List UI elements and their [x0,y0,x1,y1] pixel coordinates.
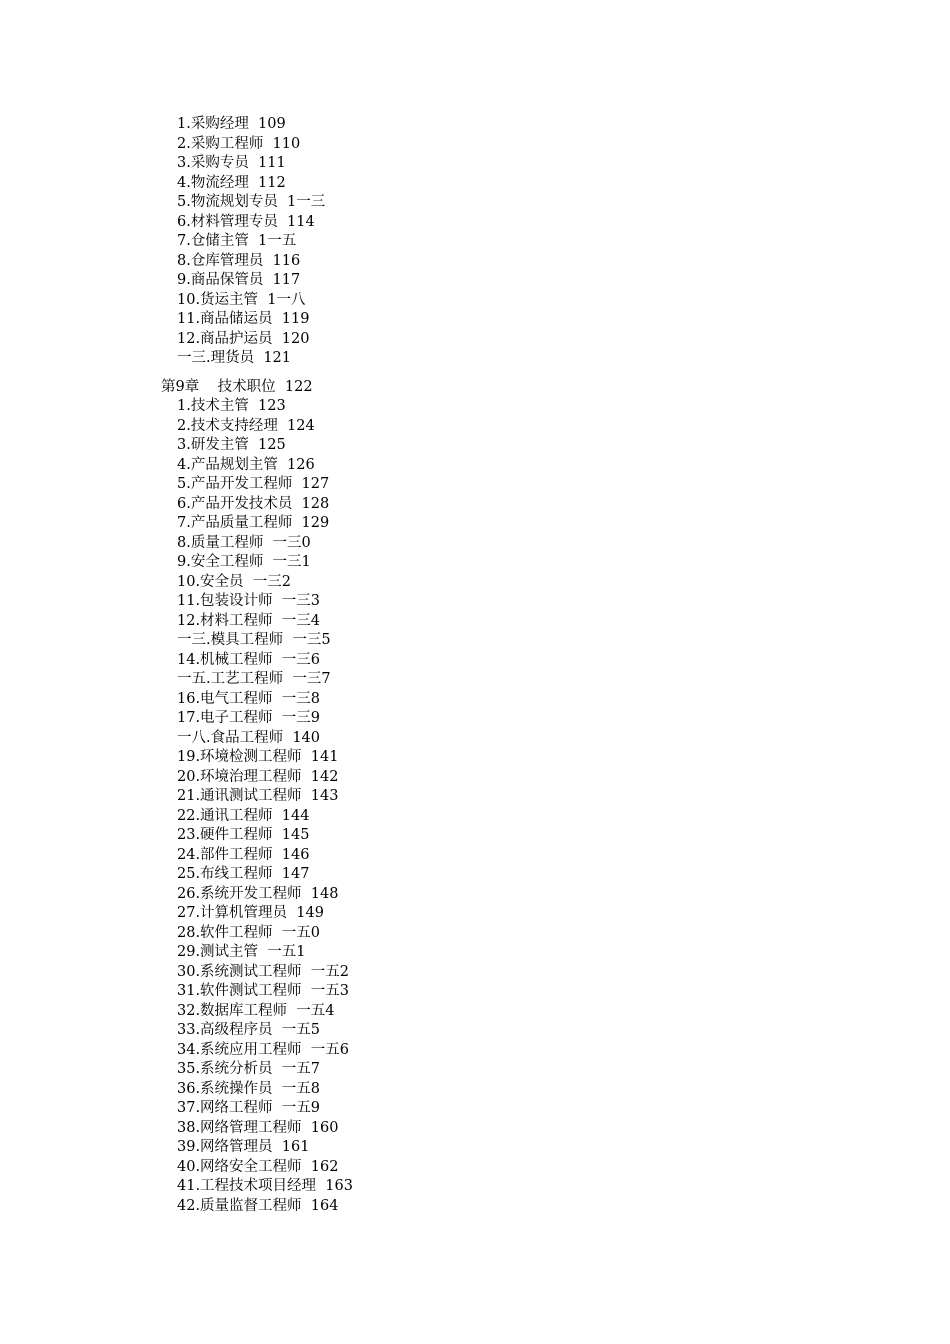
toc-entry: 7.产品质量工程师 129 [177,515,330,531]
toc-entry: 11.商品储运员 119 [177,311,310,327]
toc-entry: 20.环境治理工程师 142 [177,768,339,785]
toc-entry: 31.软件测试工程师 一五3 [177,983,350,999]
toc-entry: 36.系统操作员 一五8 [177,1080,321,1097]
table-of-contents [161,115,761,1216]
toc-entry: 7.仓储主管 1一五 [177,233,297,249]
toc-entry: 3.研发主管 125 [177,437,286,453]
toc-entry: 10.货运主管 1一八 [177,291,306,308]
toc-entry: 9.商品保管员 117 [177,272,301,288]
toc-entry: 8.质量工程师 一三0 [177,534,311,551]
toc-entry: 10.安全员 一三2 [177,573,292,590]
toc-entry: 8.仓库管理员 116 [177,252,301,269]
toc-entry: 16.电气工程师 一三8 [177,690,321,707]
toc-entry: 11.包装设计师 一三3 [177,593,321,609]
toc-entry: 一八.食品工程师 140 [177,729,321,746]
toc-section-procurement-logistics [161,115,761,369]
toc-entry: 4.产品规划主管 126 [177,456,315,473]
toc-entry: 32.数据库工程师 一五4 [177,1002,335,1019]
toc-section-technical-positions [161,397,761,1216]
toc-entry: 5.产品开发工程师 127 [177,476,330,492]
toc-entry: 17.电子工程师 一三9 [177,710,321,726]
toc-entry: 1.采购经理 109 [177,116,286,132]
toc-entry: 38.网络管理工程师 160 [177,1119,339,1136]
toc-entry: 30.系统测试工程师 一五2 [177,963,350,980]
toc-entry: 39.网络管理员 161 [177,1139,310,1155]
toc-entry: 37.网络工程师 一五9 [177,1100,321,1116]
toc-entry: 25.布线工程师 147 [177,866,310,882]
toc-entry: 24.部件工程师 146 [177,846,310,863]
toc-entry: 40.网络安全工程师 162 [177,1158,339,1175]
toc-entry: 4.物流经理 112 [177,174,286,191]
toc-entry: 6.材料管理专员 114 [177,213,315,230]
toc-entry: 22.通讯工程师 144 [177,807,310,824]
toc-entry: 2.采购工程师 110 [177,135,301,152]
toc-entry: 一三.理货员 121 [177,350,292,366]
chapter-heading: 第9章 技术职位 122 [161,378,313,395]
toc-entry: 9.安全工程师 一三1 [177,554,311,570]
toc-entry: 23.硬件工程师 145 [177,827,310,843]
toc-entry: 19.环境检测工程师 141 [177,749,339,765]
toc-entry: 29.测试主管 一五1 [177,944,306,960]
toc-entry: 27.计算机管理员 149 [177,905,324,921]
toc-entry: 3.采购专员 111 [177,155,286,171]
toc-entry: 28.软件工程师 一五0 [177,924,321,941]
toc-entry: 42.质量监督工程师 164 [177,1197,339,1214]
toc-entry: 一五.工艺工程师 一三7 [177,671,331,687]
toc-entry: 2.技术支持经理 124 [177,417,315,434]
toc-entry: 一三.模具工程师 一三5 [177,632,331,648]
toc-entry: 41.工程技术项目经理 163 [177,1178,353,1194]
toc-entry: 5.物流规划专员 1一三 [177,194,326,210]
toc-entry: 14.机械工程师 一三6 [177,651,321,668]
toc-entry: 34.系统应用工程师 一五6 [177,1041,350,1058]
toc-entry: 21.通讯测试工程师 143 [177,788,339,804]
toc-entry: 35.系统分析员 一五7 [177,1061,321,1077]
toc-entry: 6.产品开发技术员 128 [177,495,330,512]
toc-entry: 33.高级程序员 一五5 [177,1022,321,1038]
toc-entry: 26.系统开发工程师 148 [177,885,339,902]
toc-entry: 1.技术主管 123 [177,398,286,414]
toc-entry: 12.商品护运员 120 [177,330,310,347]
toc-entry: 12.材料工程师 一三4 [177,612,321,629]
